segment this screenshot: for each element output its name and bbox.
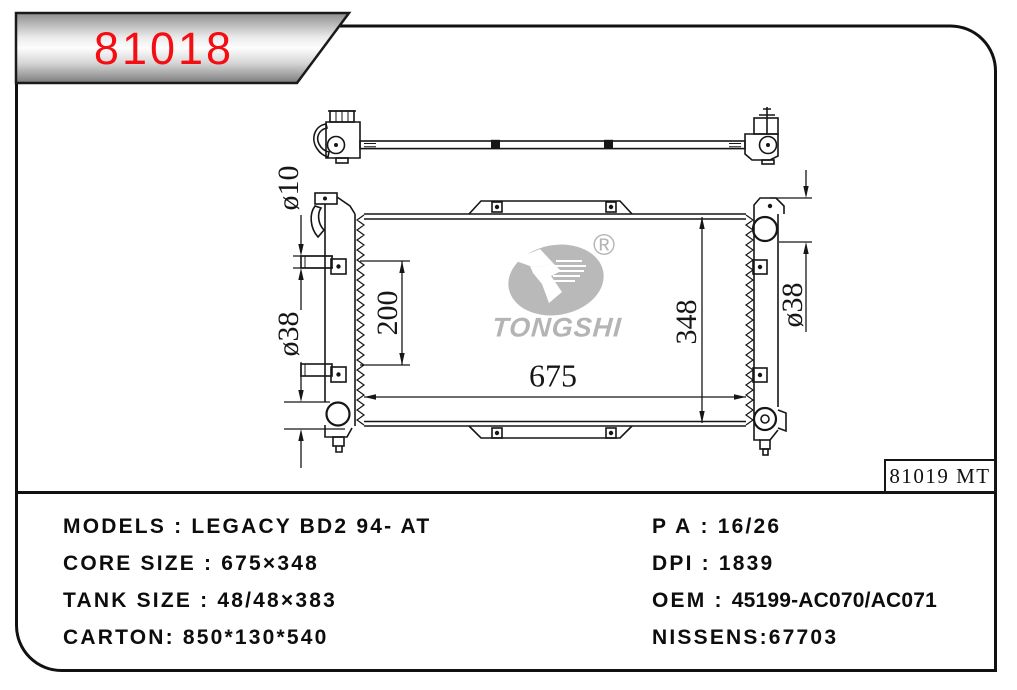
dim-label-top-pipe: ø10 [272,165,305,211]
spec-value: 675×348 [221,551,319,575]
drawing-ref-box [884,459,996,493]
spec-row-pa [652,508,937,545]
spec-column-right [652,508,937,656]
spec-value: LEGACY BD2 94- AT [191,514,432,538]
spec-value: 67703 [768,625,839,649]
spec-row-dpi [652,545,937,582]
spec-label: TANK SIZE [63,588,193,612]
spec-value: 1839 [718,551,775,575]
spec-label: NISSENS [652,625,760,649]
spec-label: MODELS [63,514,167,538]
spec-value: 48/48×383 [217,588,337,612]
spec-separator: : [165,625,183,649]
spec-label: CARTON [63,625,166,649]
spec-row-oem [652,582,937,619]
spec-row-core-size [63,545,431,582]
spec-label: P A [652,514,693,538]
spec-row-carton [63,619,431,656]
spec-label: CORE SIZE [63,551,196,575]
spec-separator: : [192,588,218,612]
spec-row-models [63,508,431,545]
dim-label-pipe-spacing: 200 [371,290,404,336]
spec-separator: : [759,625,769,649]
dim-label-left-filler: ø38 [272,311,305,357]
spec-separator: : [692,514,718,538]
spec-separator: : [166,514,192,538]
part-number: 81018 [93,23,235,74]
spec-value: 850*130*540 [182,625,329,649]
spec-value-oem: 45199-AC070/AC071 [731,588,938,612]
spec-row-tank-size [63,582,431,619]
dim-label-core-width: 675 [529,357,577,394]
drawing-ref-label: 81019 MT [889,463,991,488]
spec-value: 16/26 [717,514,782,538]
spec-separator: : [706,588,732,612]
spec-row-nissens [652,619,937,656]
spec-label: OEM [652,588,707,612]
spec-column-left [63,508,431,656]
dim-label-core-height: 348 [670,299,703,345]
top-view [314,107,778,164]
spec-separator: : [693,551,719,575]
spec-separator: : [195,551,222,575]
tongshi-logo-text: TONGSHI [491,312,623,343]
spec-label: DPI [652,551,694,575]
registered-trademark-icon: ® [592,229,616,262]
dim-label-right-inlet: ø38 [776,282,809,328]
